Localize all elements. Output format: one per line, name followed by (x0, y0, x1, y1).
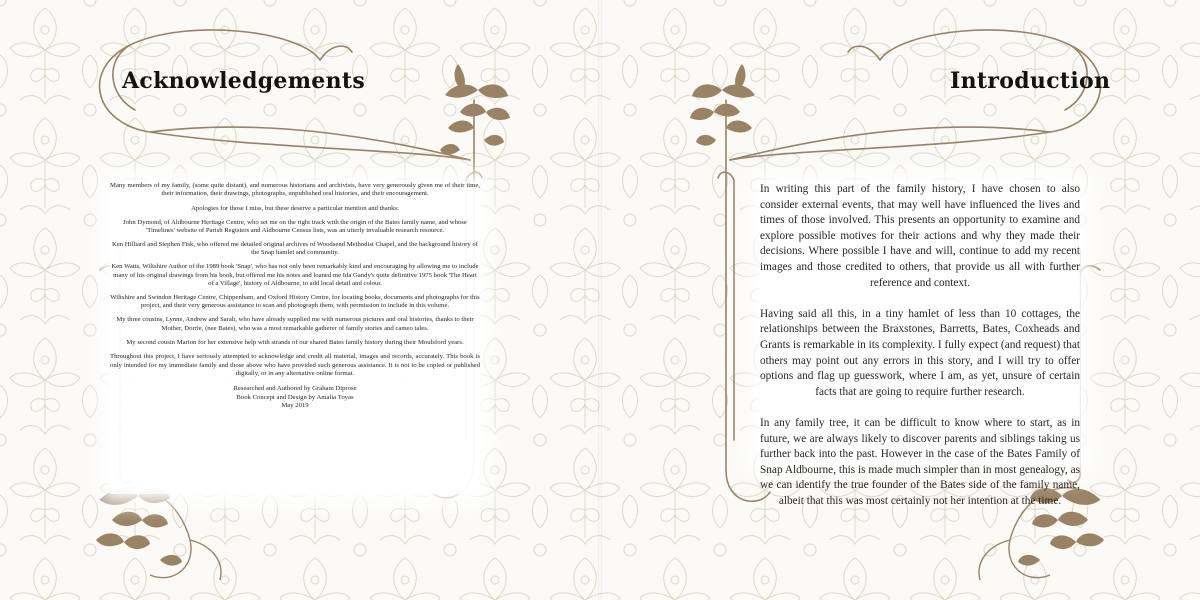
acknowledgements-intro: Many members of my family, (some quite distant), and numerous historians and archivists, have very generously given me of their time, their information, their drawings, photographs, unpublished oral histories, and their encouragement. (110, 182, 480, 198)
acknowledgements-closing: Throughout this project, I have seriously attempted to acknowledge and credit all material, images and records, accurately. This book is only intended for my immediate family and those above who have provided such generous assistance. It is not to be copied or published digitally, or in any alternative online format. (110, 353, 480, 377)
right-page (600, 0, 1200, 600)
introduction-paragraph: In any family tree, it can be difficult to know where to start, as in future, we are always likely to discover parents and siblings taking us further back into the past. However in the case of the Bates Family of Snap Aldbourne, this is made much simpler than in most genealogy, as we can identify the true founder of the Bates side of the family name, albeit that this was most certainly not her intention at the time. (760, 416, 1080, 507)
credit-author: Researched and Authored by Graham Diprose (233, 385, 357, 393)
credit-date: May 2019 (281, 401, 309, 409)
acknowledgements-panel (110, 182, 480, 494)
introduction-paragraph: In writing this part of the family history, I have chosen to also consider external events, that may well have influenced the lives and times of those involved. This presents an opportunity to examine and explore possible motives for their actions and why they made their decisions. Where possible I have and will, continue to add my recent images and those credited to others, that provide us all with further reference and context. (760, 183, 1080, 289)
thanks-paragraph: John Dymond, of Aldbourne Heritage Centre, who set me on the right track with the origin of the Bates family name, and whose 'Timelines' website of Parish Registers and Aldbourne Census lists, was an utterly invaluable research resource. (123, 218, 467, 235)
acknowledgements-text (110, 182, 480, 410)
thanks-paragraph: Ken Watts, Wiltshire Author of the 1989 book 'Snap', who has not only been remarkably kind and encouraging by allowing me to include many of his original drawings from his book, but offered me his notes and loaned me Ida Gandy's quite definitive 1975 book 'The Heart of a Village', history of Aldbourne, to add local detail and colour. (111, 263, 479, 288)
credit-design: Book Concept and Design by Amalia Toyas (236, 393, 354, 401)
thanks-paragraph: My second cousin Marion for her extensive help with strands of our shared Bates family history during their Moulsford years. (126, 338, 464, 346)
introduction-paragraph: Having said all this, in a tiny hamlet of less than 10 cottages, the relationships between the Braxstones, Barretts, Bates, Coxheads and Grants is remarkable in its complexity. I fully expect (and request) that others may point out any errors in this story, and I will try to offer options and flag up guesswork, where I am, as yet, unsure of certain facts that are going to require further research. (760, 307, 1080, 398)
acknowledgements-apology: Apologies for those I miss, but these deserve a particular mention and thanks: (191, 204, 399, 212)
page-title: Acknowledgements (122, 68, 366, 94)
book-gutter (598, 0, 602, 600)
thanks-paragraph: My three cousins, Lynne, Andrew and Sarah, who have already supplied me with numerous pictures and oral histories, thanks to their Mother, Dorrie, (nee Bates), who was a most remarkable gatherer of family stories and cameo tales. (116, 316, 474, 332)
thanks-paragraph: Ken Hilliard and Stephen Fisk, who offered me detailed original archives of Woodsend Methodist Chapel, and the background history of the Snap hamlet and community. (111, 241, 478, 257)
page-title: Introduction (950, 68, 1111, 94)
introduction-panel (760, 182, 1080, 507)
introduction-text (760, 182, 1080, 509)
thanks-paragraph: Wiltshire and Swindon Heritage Centre, Chippenham, and Oxford History Centre, for locating books, documents and photographs for this project, and their very generous assistance to scan and photograph them, with permission to include in this volume. (110, 294, 480, 310)
